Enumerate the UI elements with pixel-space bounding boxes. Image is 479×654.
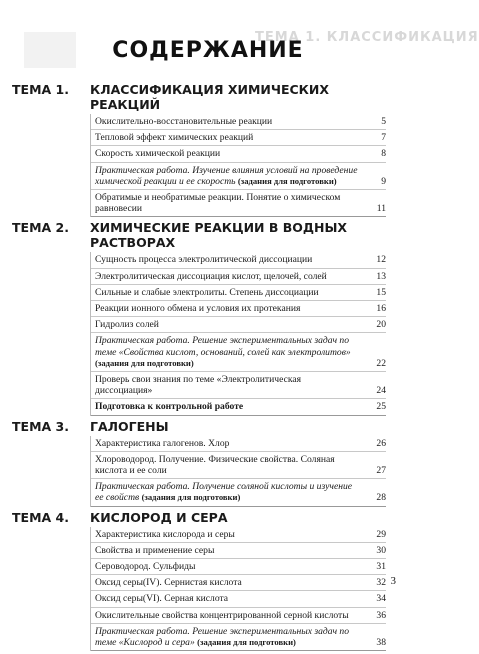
toc-entry [91,317,386,333]
entry-note: (задания для подготовки) [95,357,194,368]
toc-entry [91,372,386,399]
entry-page-number: 38 [376,637,386,649]
table-of-contents [0,82,416,654]
entry-note: (задания для подготовки) [237,175,337,186]
entry-page-number: 7 [381,132,386,144]
entry-page-number: 9 [381,175,386,187]
entry-text: Практическая работа. Изучение влияния условий на проведение химической реакции и ее скорость [95,164,358,187]
toc-entry [91,575,386,591]
entry-page-number: 13 [376,270,386,282]
toc-entry [91,543,386,559]
toc-entry [91,190,386,217]
entry-page-number: 11 [376,203,386,215]
entry-page-number: 30 [376,544,386,556]
section-label: ТЕМА 1. [12,82,69,97]
entry-page-number: 32 [376,577,386,589]
section-entries [90,114,386,217]
entry-page-number: 5 [381,116,386,127]
entry-text: Окислительные свойства концентрированной серной кислоты [95,609,349,621]
entry-note: (задания для подготовки) [141,492,241,503]
entry-page-number: 34 [376,593,386,605]
toc-entry [91,399,386,415]
entry-text: Сущность процесса электролитической диссоциации [95,254,313,266]
toc-entry [91,301,386,317]
toc-entry [91,146,386,162]
entry-text: Скорость химической реакции [95,148,221,160]
toc-section [0,510,416,652]
toc-entry [91,559,386,575]
section-label: ТЕМА 3. [12,418,69,434]
page-title: СОДЕРЖАНИЕ [112,38,304,63]
entry-text: Практическая работа. Получение соляной кислоты и изучение ее свойств [95,481,353,504]
section-entries [90,252,386,415]
section-title: ХИМИЧЕСКИЕ РЕАКЦИИ В ВОДНЫХ РАСТВОРАХ [90,220,348,251]
section-entries [90,436,386,507]
entry-page-number: 22 [376,357,386,369]
toc-entry [91,624,386,651]
entry-page-number: 27 [376,465,386,477]
entry-text: Проверь свои знания по теме «Электролитическая диссоциация» [95,374,302,397]
entry-text: Тепловой эффект химических реакций [95,132,254,144]
entry-text: Сильные и слабые электролиты. Степень диссоциации [95,286,319,298]
page-number: 3 [390,575,396,587]
entry-text: Практическая работа. Решение экспериментальных задач по теме «Свойства кислот, оснований, солей как электролитов» [95,335,351,358]
toc-entry [91,479,386,506]
toc-entry [91,285,386,301]
toc-entry [91,591,386,607]
section-title: КЛАССИФИКАЦИЯ ХИМИЧЕСКИХ РЕАКЦИЙ [90,82,329,112]
section-title: КИСЛОРОД И СЕРА [90,509,228,525]
section-label: ТЕМА 4. [12,509,69,525]
entry-text: Окислительно-восстановительные реакции [95,116,273,127]
entry-page-number: 12 [376,254,386,266]
toc-entry [91,333,386,372]
entry-text: Сероводород. Сульфиды [95,561,196,573]
toc-entry [91,436,386,452]
entry-page-number: 36 [376,609,386,621]
toc-entry [91,269,386,285]
entry-text: Практическая работа. Решение экспериментальных задач по теме «Кислород и сера» [95,625,350,649]
toc-entry [91,452,386,479]
toc-section [0,220,416,415]
entry-text: Оксид серы(VI). Серная кислота [95,593,229,605]
toc-section [0,419,416,507]
entry-page-number: 20 [376,319,386,331]
entry-page-number: 8 [381,148,386,160]
toc-entry [91,130,386,146]
entry-text: Реакции ионного обмена и условия их протекания [95,303,301,315]
entry-text: Обратимые и необратимые реакции. Понятие о химическом равновесии [95,192,341,215]
entry-text: Свойства и применение серы [95,544,215,556]
entry-text: Подготовка к контрольной работе [95,401,244,413]
toc-entry [91,527,386,543]
entry-page-number: 15 [376,286,386,298]
entry-text: Характеристика кислорода и серы [95,528,235,540]
toc-entry [91,163,386,190]
entry-text: Электролитическая диссоциация кислот, щелочей, солей [95,270,327,282]
entry-page-number: 28 [376,492,386,504]
entry-text: Оксид серы(IV). Сернистая кислота [95,577,242,589]
section-entries [90,527,386,652]
entry-page-number: 29 [376,528,386,540]
toc-section [0,82,416,217]
toc-entry [91,252,386,268]
entry-page-number: 25 [376,401,386,413]
entry-note: (задания для подготовки) [197,637,296,648]
section-label: ТЕМА 2. [12,220,69,236]
entry-page-number: 26 [376,437,386,449]
toc-entry [91,608,386,624]
entry-page-number: 24 [376,385,386,397]
section-title: ГАЛОГЕНЫ [90,418,169,434]
entry-text: Характеристика галогенов. Хлор [95,437,230,449]
entry-text: Хлороводород. Получение. Физические свойства. Соляная кислота и ее соли [95,453,335,477]
entry-text: Гидролиз солей [95,319,159,331]
entry-page-number: 16 [376,303,386,315]
bleed-through-text: ТЕМА 1. КЛАССИФИКАЦИЯ [255,30,479,45]
entry-page-number: 31 [376,561,386,573]
toc-entry [91,114,386,130]
